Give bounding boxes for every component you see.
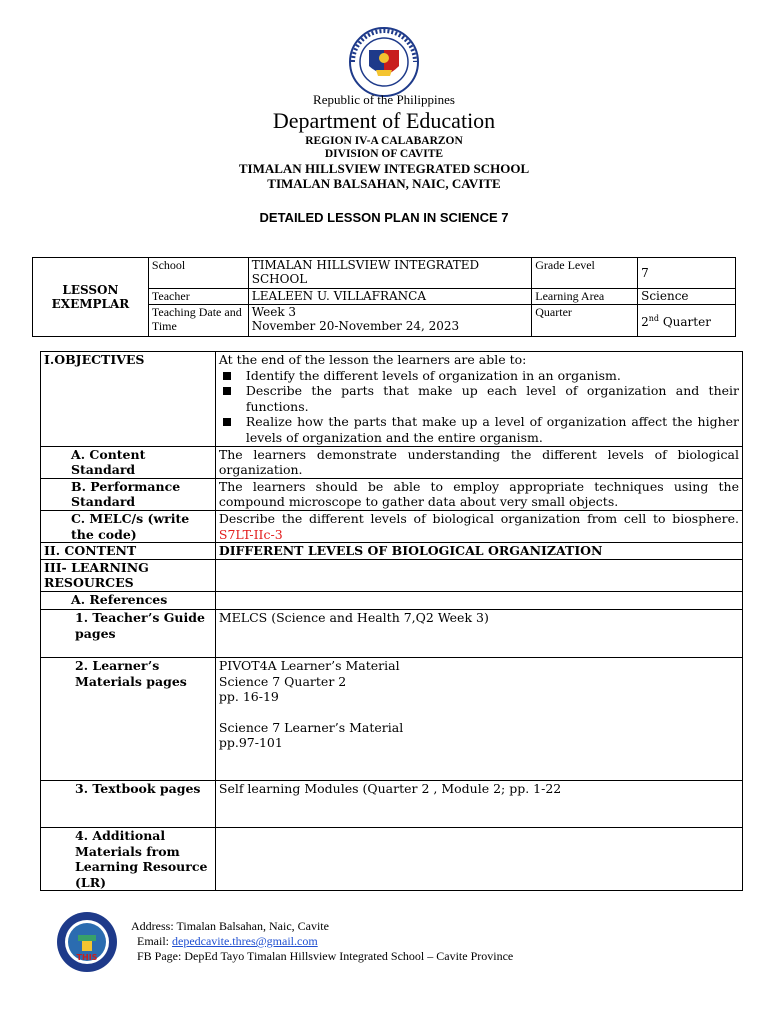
additional-materials-value [215,827,742,890]
grade-level-label: Grade Level [532,258,638,289]
square-bullet-icon [223,418,231,426]
teachers-guide-label: 1. Teacher’s Guide pages [41,609,216,657]
performance-standard-value: The learners should be able to employ appropriate techniques using the compound microscope to gather data about very small objects. [215,478,742,510]
deped-seal-logo [347,26,421,98]
learners-materials-value: PIVOT4A Learner’s Material Science 7 Quarter 2 pp. 16-19 Science 7 Learner’s Material pp.97-101 [215,657,742,780]
teacher-value: LEALEEN U. VILLAFRANCA [248,289,531,305]
quarter-value: 2nd Quarter [638,305,736,337]
square-bullet-icon [223,387,231,395]
objectives-label: I.OBJECTIVES [41,352,216,447]
footer-email: Email: depedcavite.thres@gmail.com [137,934,318,948]
additional-materials-label: 4. Additional Materials from Learning Resource (LR) [41,827,216,890]
list-item: Realize how the parts that make up a level of organization affect the higher levels of organization and the entire organism. [219,414,739,445]
content-standard-label: A. Content Standard [41,446,216,478]
dates-value: November 20-November 24, 2023 [251,319,460,333]
lesson-plan-table [40,351,743,891]
learning-resources-label: III- LEARNING RESOURCES [41,559,216,591]
content-label: II. CONTENT [41,543,216,560]
department-title: Department of Education [272,108,496,133]
region-line: REGION IV-A CALABARZON [305,135,463,147]
content-value: DIFFERENT LEVELS OF BIOLOGICAL ORGANIZATION [215,543,742,560]
teaching-date-value [248,305,531,337]
references-label: A. References [41,591,216,609]
melc-code: S7LT-IIc-3 [218,526,283,542]
performance-standard-label: B. Performance Standard [41,478,216,510]
textbook-value: Self learning Modules (Quarter 2 , Module 2; pp. 1-22 [215,780,742,827]
school-value: TIMALAN HILLSVIEW INTEGRATED SCHOOL [248,258,531,289]
school-line: TIMALAN HILLSVIEW INTEGRATED SCHOOL [238,161,530,176]
footer-fb-page: FB Page: DepEd Tayo Timalan Hillsview Integrated School – Cavite Province [137,949,514,963]
list-item: Describe the parts that make up each level of organization and their functions. [219,383,739,414]
objectives-list [219,368,739,446]
teacher-label: Teacher [148,289,248,305]
week-value: Week 3 [251,305,297,319]
textbook-label: 3. Textbook pages [41,780,216,827]
division-line: DIVISION OF CAVITE [324,148,444,160]
school-logo [56,911,118,973]
square-bullet-icon [223,372,231,380]
objectives-intro: At the end of the lesson the learners are able to: [218,352,527,367]
lesson-exemplar-table [32,257,736,337]
learning-area-label: Learning Area [532,289,638,305]
teaching-date-label: Teaching Date and Time [148,305,248,337]
melc-label: C. MELC/s (write the code) [41,510,216,542]
school-label: School [148,258,248,289]
document-title: DETAILED LESSON PLAN IN SCIENCE 7 [259,210,509,225]
republic-line: Republic of the Philippines [313,92,455,107]
learners-materials-label: 2. Learner’s Materials pages [41,657,216,780]
learning-area-value: Science [638,289,736,305]
address-line: TIMALAN BALSAHAN, NAIC, CAVITE [267,176,501,191]
content-standard-value: The learners demonstrate understanding the different levels of biological organization. [215,446,742,478]
grade-level-value: 7 [638,258,736,289]
email-link[interactable]: depedcavite.thres@gmail.com [172,934,318,948]
svg-text:THIS: THIS [76,953,98,962]
references-value [215,591,742,609]
quarter-label: Quarter [532,305,638,337]
footer-address: Address: Timalan Balsahan, Naic, Cavite [131,919,329,933]
learning-resources-value [215,559,742,591]
objectives-cell [215,352,742,447]
melc-value: Describe the different levels of biological organization from cell to biosphere. S7LT-IIc-3 [215,510,742,542]
lesson-exemplar-label: LESSON EXEMPLAR [33,258,149,337]
teachers-guide-value: MELCS (Science and Health 7,Q2 Week 3) [215,609,742,657]
list-item: Identify the different levels of organization in an organism. [219,368,739,384]
